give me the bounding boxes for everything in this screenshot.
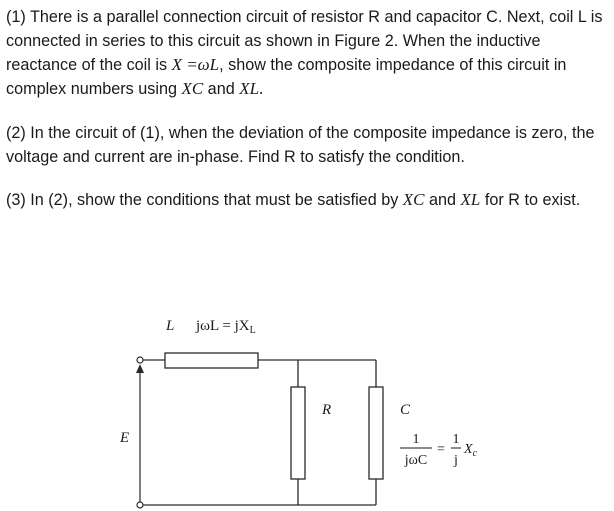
circuit-figure <box>0 300 614 511</box>
capacitor-formula <box>400 432 478 468</box>
inductor-expr: jωL = jX <box>196 318 250 334</box>
q1-period: . <box>259 79 264 98</box>
cap-denominator-1: jωC <box>404 453 428 468</box>
voltage-arrow-head <box>136 364 144 373</box>
q1-xl: XL <box>239 79 260 98</box>
cap-numerator-1: 1 <box>412 432 420 447</box>
cap-reactance <box>463 442 478 459</box>
inductor-impedance <box>195 318 256 336</box>
resistor-label: R <box>322 402 332 418</box>
source-label: E <box>120 430 130 446</box>
q1-xc: XC <box>181 79 204 98</box>
q3-text-a: (3) In (2), show the conditions that must be satisfied by <box>6 191 403 209</box>
capacitor-box <box>369 387 383 479</box>
q2-text: (2) In the circuit of (1), when the deviation of the composite impedance is zero, the voltage and current are in-phase. Find R to satisfy the condition. <box>6 124 595 166</box>
question-3 <box>6 188 612 212</box>
q1-reactance-expr: X =ωL <box>171 55 220 74</box>
q3-and: and <box>424 191 461 209</box>
q3-xl: XL <box>460 190 481 209</box>
capacitor-label: C <box>400 402 411 418</box>
q3-text-b: for R to exist. <box>480 191 581 209</box>
resistor-box <box>291 387 305 479</box>
cap-numerator-2: 1 <box>452 432 460 447</box>
q1-text-b: , show the composite impedance of this circuit in complex numbers using <box>6 56 567 98</box>
terminal-bottom <box>137 502 143 508</box>
question-2 <box>6 121 612 169</box>
inductor-box <box>165 353 258 368</box>
q1-and: and <box>203 80 240 98</box>
circuit-wires <box>143 360 376 505</box>
terminal-top <box>137 357 143 363</box>
q3-xc: XC <box>402 190 425 209</box>
inductor-label: L <box>166 318 175 334</box>
cap-x: X <box>464 442 473 457</box>
inductor-sub: L <box>249 325 256 336</box>
cap-denominator-2: j <box>454 453 458 468</box>
cap-sub: c <box>472 448 478 459</box>
question-1 <box>6 5 612 101</box>
cap-equals: = <box>437 442 445 457</box>
q1-text-a: (1) There is a parallel connection circuit of resistor R and capacitor C. Next, coil L is connected in series to this circuit as shown in Figure 2. When the inductive reactance of the coil is <box>6 8 603 74</box>
